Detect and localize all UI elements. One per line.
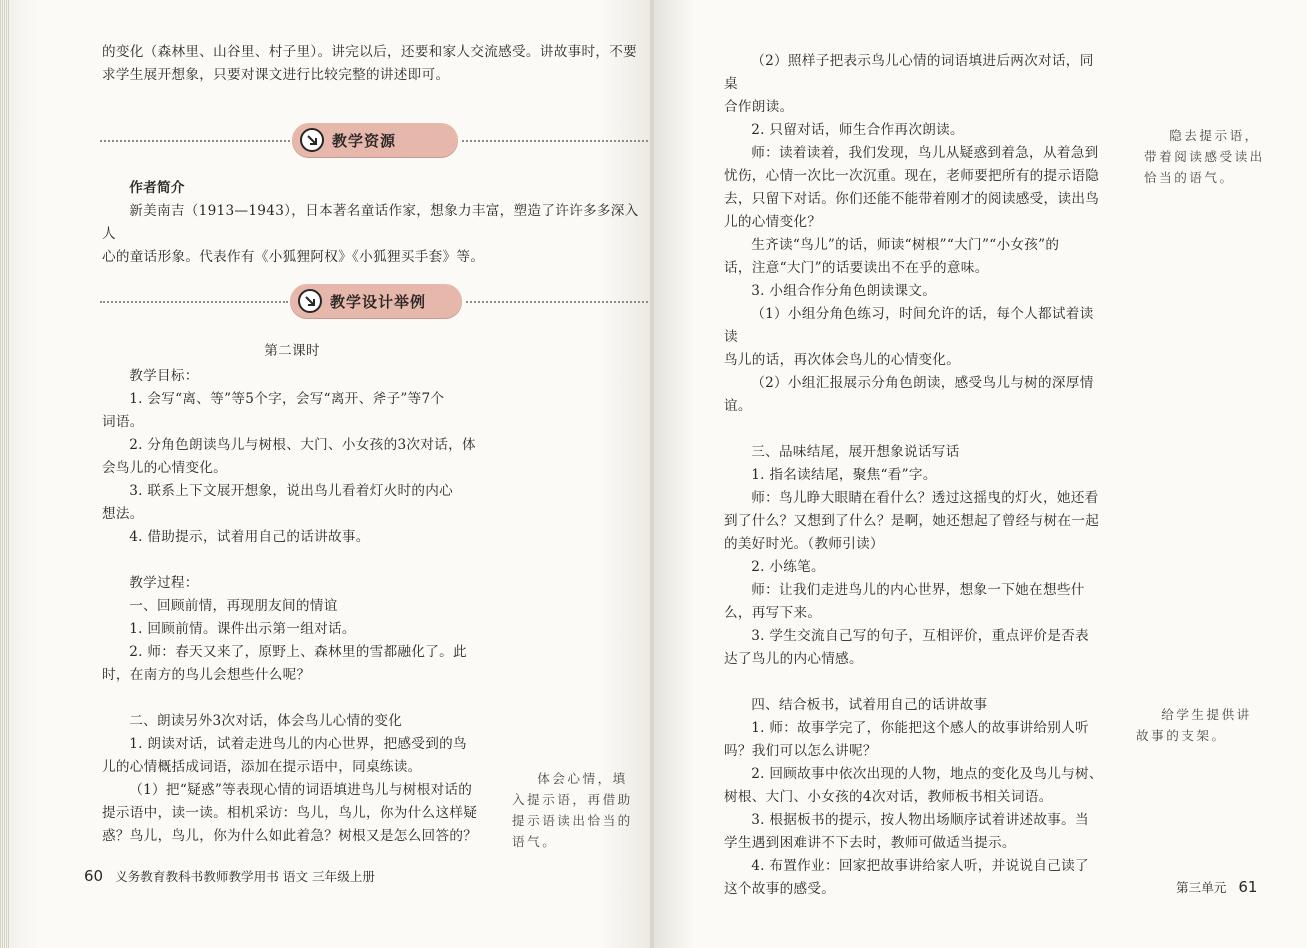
margin-note: 体会心情，填 入提示语，再借助 提示语读出恰当的 语气。 bbox=[512, 771, 633, 849]
text-line: 么，再写下来。 bbox=[724, 605, 822, 621]
text-line: 达了鸟儿的内心情感。 bbox=[724, 651, 863, 667]
arrow-down-right-icon bbox=[298, 289, 322, 313]
unit-label: 第三单元 bbox=[1176, 880, 1227, 895]
section-pill bbox=[290, 284, 462, 318]
text-line: 1. 朗读对话，试着走进鸟儿的内心世界，把感受到的鸟 bbox=[129, 736, 467, 752]
author-section bbox=[102, 177, 650, 269]
text-line: （1）小组分角色练习，时间允许的话，每个人都试着读读 bbox=[724, 306, 1094, 345]
text-line: 鸟儿的话，再次体会鸟儿的心情变化。 bbox=[724, 352, 961, 368]
left-page bbox=[0, 0, 652, 948]
text-line: 会鸟儿的心情变化。 bbox=[102, 460, 228, 476]
dotted-rule bbox=[100, 301, 288, 303]
text-line: 的美好时光。（教师引读） bbox=[724, 536, 884, 552]
text-line: 1. 师：故事学完了，你能把这个感人的故事讲给别人听 bbox=[751, 720, 1089, 736]
text-line: 到了什么？又想到了什么？是啊，她还想起了曾经与树在一起 bbox=[724, 513, 1100, 529]
step-heading: 三、品味结尾，展开想象说话写话 bbox=[751, 444, 960, 460]
text-line: 师：鸟儿睁大眼睛在看什么？透过这摇曳的灯火，她还看 bbox=[751, 490, 1099, 506]
text-line: 词语。 bbox=[102, 414, 144, 430]
text-line: 这个故事的感受。 bbox=[724, 881, 836, 897]
text-line: 儿的心情概括成词语，添加在提示语中，同桌练读。 bbox=[102, 759, 422, 775]
text-line: （2）照样子把表示鸟儿心情的词语填进后两次对话，同桌 bbox=[724, 53, 1094, 92]
text-line: 学生遇到困难讲不下去时，教师可做适当提示。 bbox=[724, 835, 1016, 851]
text-line: 时，在南方的鸟儿会想些什么呢？ bbox=[102, 667, 311, 683]
lesson-body bbox=[102, 340, 482, 848]
text-line: 话，注意“大门”的话要读出不在乎的意味。 bbox=[724, 260, 989, 276]
text-line: 生齐读“鸟儿”的话，师读“树根”“大门”“小女孩”的 bbox=[751, 237, 1060, 253]
text-line: 3. 根据板书的提示，按人物出场顺序试着讲述故事。当 bbox=[751, 812, 1089, 828]
left-footer bbox=[84, 866, 375, 885]
text-line: 3. 小组合作分角色朗读课文。 bbox=[751, 283, 937, 299]
lesson-title: 第二课时 bbox=[264, 343, 320, 359]
text-line: 3. 联系上下文展开想象，说出鸟儿看着灯火时的内心 bbox=[129, 483, 454, 499]
section-title: 教学设计举例 bbox=[330, 292, 427, 311]
text-line: 儿的心情变化？ bbox=[724, 214, 822, 230]
page-number: 60 bbox=[84, 867, 104, 885]
text-line: 1. 会写“离、等”等5个字，会写“离开、斧子”等7个 bbox=[129, 391, 445, 407]
text-line: 吗？我们可以怎么讲呢？ bbox=[724, 743, 877, 759]
process-heading: 教学过程： bbox=[129, 575, 199, 591]
dotted-rule bbox=[100, 140, 290, 142]
text-line: 2. 只留对话，师生合作再次朗读。 bbox=[751, 122, 964, 138]
text-line: 2. 小练笔。 bbox=[751, 559, 825, 575]
margin-note: 给学生提供讲 故事的支架。 bbox=[1136, 707, 1252, 743]
text-line: 2. 师：春天又来了，原野上、森林里的雪都融化了。此 bbox=[129, 644, 467, 660]
step-heading: 四、结合板书，试着用自己的话讲故事 bbox=[751, 697, 988, 713]
text-line: 4. 布置作业：回家把故事讲给家人听，并说说自己读了 bbox=[751, 858, 1089, 874]
step-heading: 一、回顾前情，再现朋友间的情谊 bbox=[129, 598, 338, 614]
text-line: 合作朗读。 bbox=[724, 99, 794, 115]
text-line: 2. 回顾故事中依次出现的人物，地点的变化及鸟儿与树、 bbox=[751, 766, 1103, 782]
text-line: 师：读着读着，我们发现，鸟儿从疑惑到着急，从着急到 bbox=[751, 145, 1099, 161]
text-line: 3. 学生交流自己写的句子，互相评价，重点评价是否表 bbox=[751, 628, 1089, 644]
section-title: 教学资源 bbox=[332, 131, 397, 150]
step-heading: 二、朗读另外3次对话，体会鸟儿心情的变化 bbox=[129, 713, 403, 729]
right-footer bbox=[1176, 877, 1257, 896]
book-title: 义务教育教科书教师教学用书 语文 三年级上册 bbox=[115, 869, 375, 884]
text-line: 提示语中，读一读。相机采访：鸟儿，鸟儿，你为什么这样疑 bbox=[102, 805, 478, 821]
section-header-resources bbox=[100, 123, 648, 159]
text-line: 2. 分角色朗读鸟儿与树根、大门、小女孩的3次对话，体 bbox=[129, 437, 476, 453]
text-line: 1. 指名读结尾，聚焦“看”字。 bbox=[751, 467, 937, 483]
text-line: 惑？鸟儿，鸟儿，你为什么如此着急？树根又是怎么回答的？ bbox=[102, 828, 478, 844]
goals-heading: 教学目标： bbox=[129, 368, 199, 384]
text-line: 1. 回顾前情。课件出示第一组对话。 bbox=[129, 621, 356, 637]
text-line: 树根、大门、小女孩的4次对话，教师板书相关词语。 bbox=[724, 789, 1053, 805]
text-line: 新美南吉（1913—1943），日本著名童话作家，想象力丰富，塑造了许许多多深入人 bbox=[102, 203, 639, 242]
right-page bbox=[654, 0, 1307, 948]
text-line: 心的童话形象。代表作有《小狐狸阿权》《小狐狸买手套》等。 bbox=[102, 249, 485, 265]
text-line: 忧伤，心情一次比一次沉重。现在，老师要把所有的提示语隐 bbox=[724, 168, 1100, 184]
author-heading: 作者简介 bbox=[129, 180, 185, 196]
page-edge bbox=[0, 0, 10, 948]
text-line: 4. 借助提示，试着用自己的话讲故事。 bbox=[129, 529, 370, 545]
section-pill bbox=[292, 123, 458, 157]
text-line: （1）把“疑惑”等表现心情的词语填进鸟儿与树根对话的 bbox=[129, 782, 473, 798]
margin-note: 隐去提示语， 带着阅读感受读出 恰当的语气。 bbox=[1144, 128, 1265, 185]
text-line: 求学生展开想象，只要对课文进行比较完整的讲述即可。 bbox=[102, 67, 450, 83]
dotted-rule bbox=[462, 140, 648, 142]
arrow-down-right-icon bbox=[300, 128, 324, 152]
text-line: 想法。 bbox=[102, 506, 144, 522]
text-line: （2）小组汇报展示分角色朗读，感受鸟儿与树的深厚情谊。 bbox=[724, 375, 1094, 414]
text-line: 师：让我们走进鸟儿的内心世界，想象一下她在想些什 bbox=[751, 582, 1085, 598]
dotted-rule bbox=[466, 301, 648, 303]
section-header-design bbox=[100, 284, 648, 320]
right-body bbox=[724, 50, 1104, 901]
text-line: 的变化（森林里、山谷里、村子里）。讲完以后，还要和家人交流感受。讲故事时，不要 bbox=[102, 44, 638, 60]
text-line: 去，只留下对话。你们还能不能带着刚才的阅读感受，读出鸟 bbox=[724, 191, 1100, 207]
page-number: 61 bbox=[1238, 878, 1258, 896]
top-paragraph bbox=[102, 41, 650, 87]
